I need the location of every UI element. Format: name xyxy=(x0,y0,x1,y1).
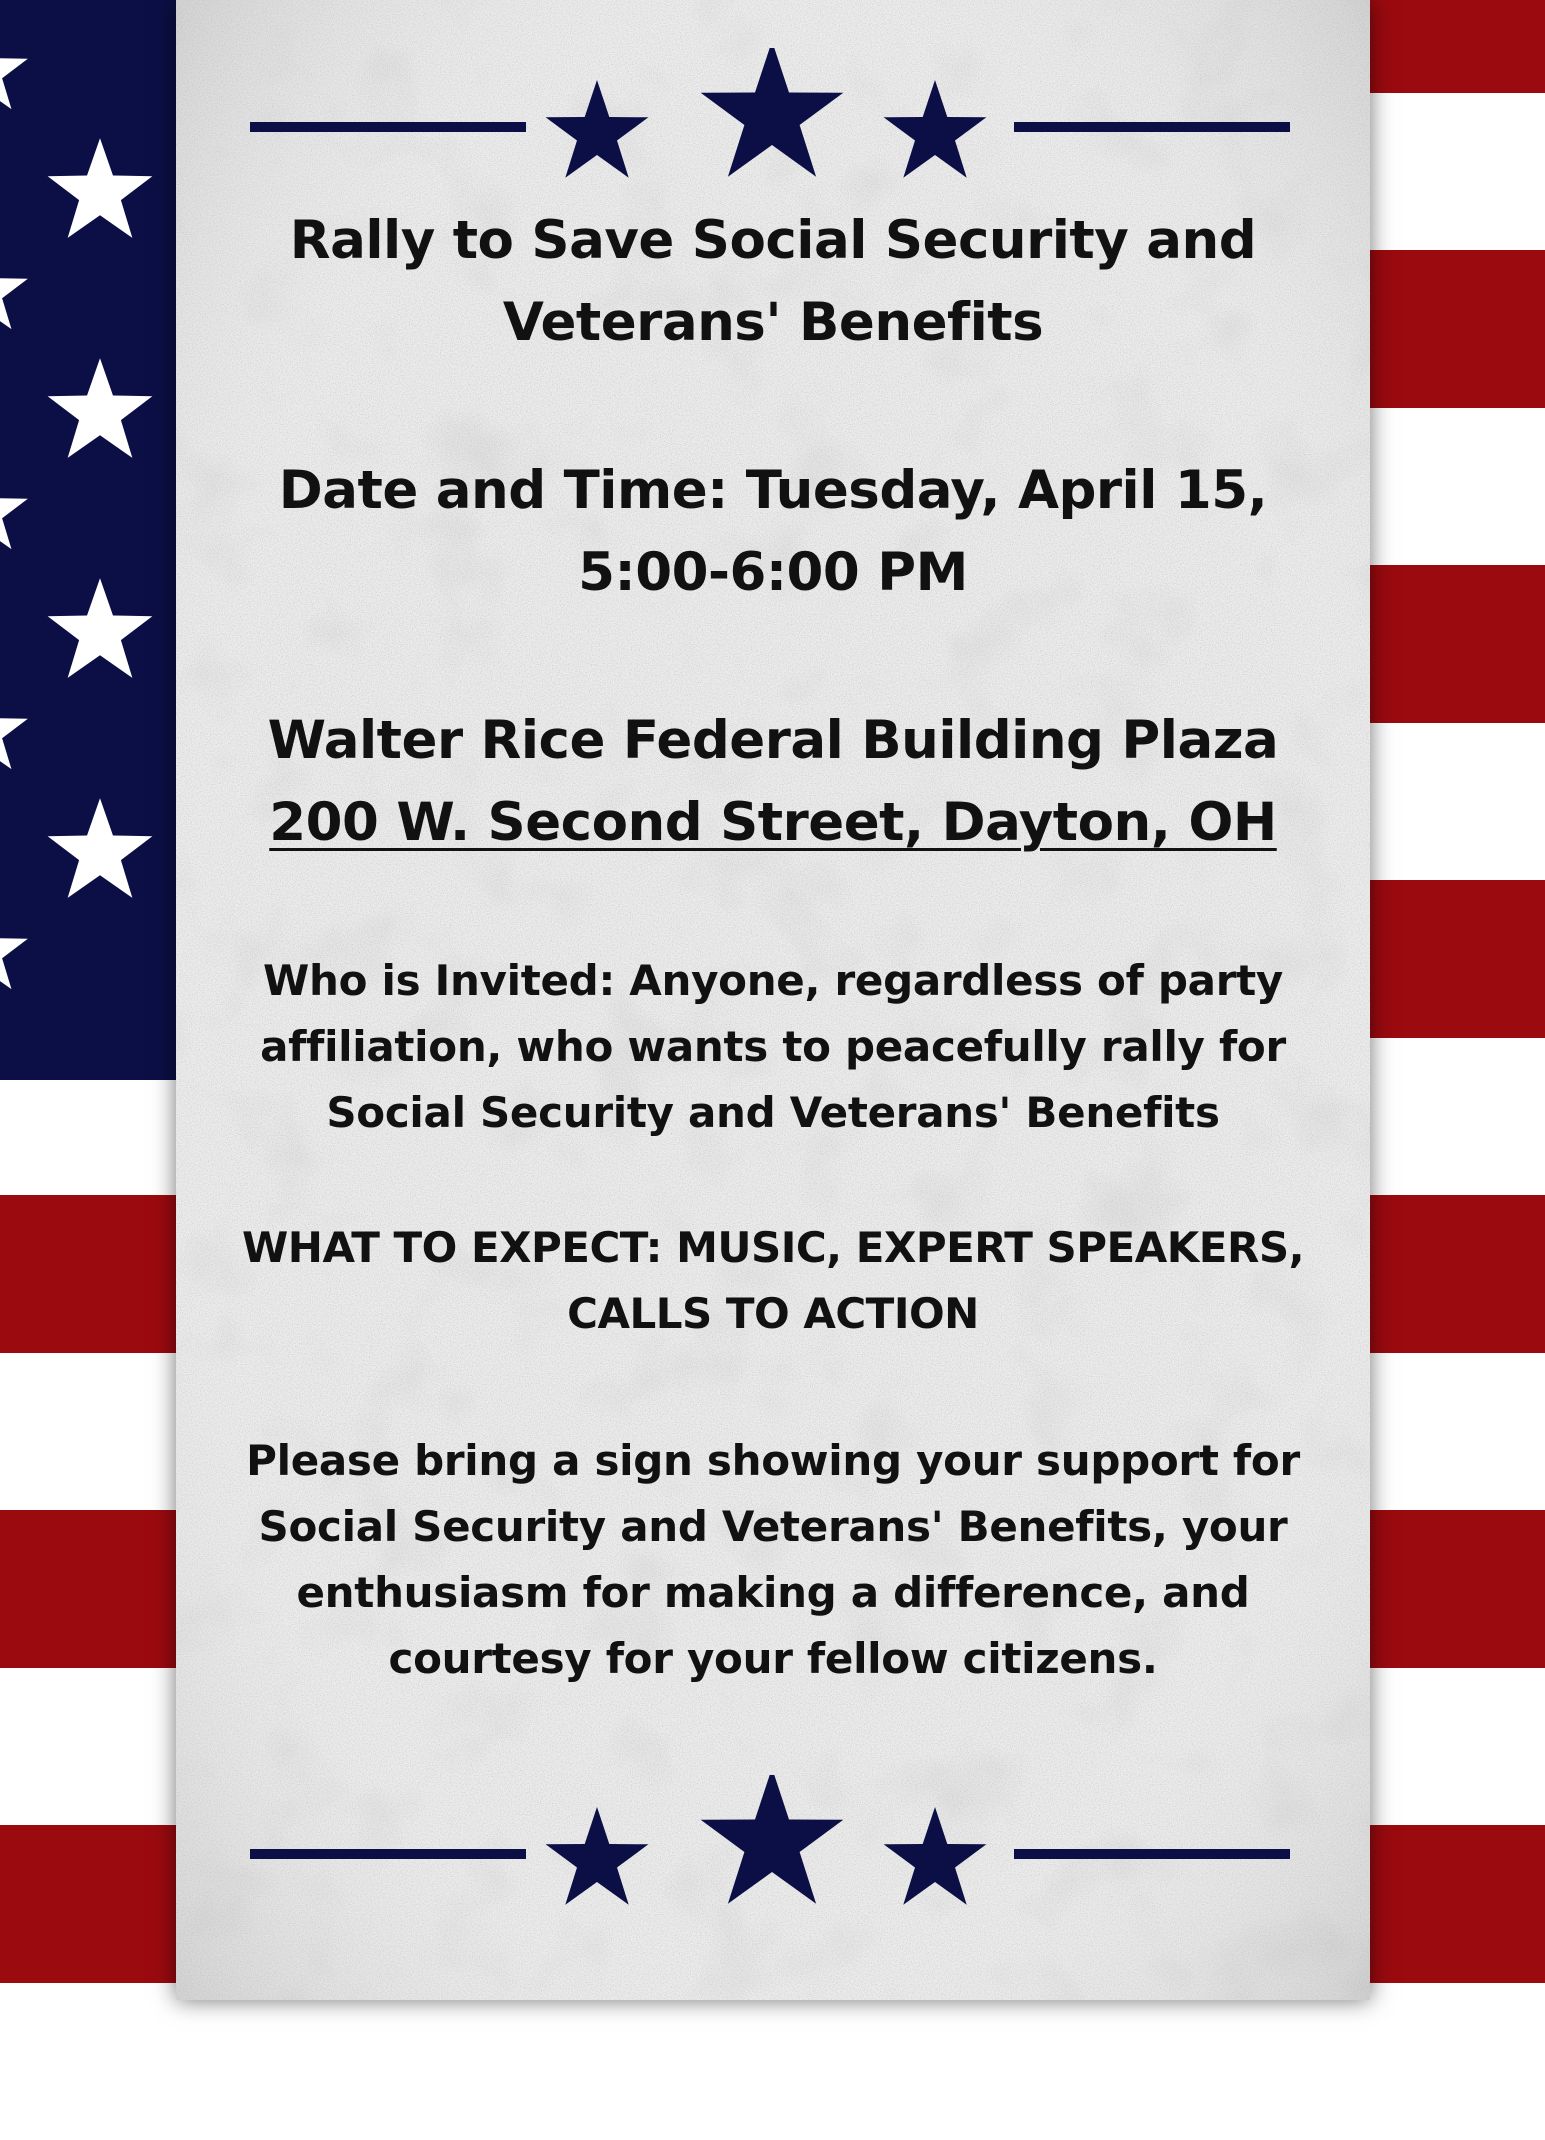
venue-name: Walter Rice Federal Building Plaza xyxy=(176,700,1370,782)
divider-line-left xyxy=(250,1849,526,1859)
star-icon xyxy=(546,80,649,178)
star-icon xyxy=(0,25,30,115)
what-to-bring xyxy=(176,1428,1370,1692)
bring-line: Please bring a sign showing your support for xyxy=(176,1428,1370,1494)
star-icon xyxy=(45,575,155,685)
star-icon xyxy=(884,1807,987,1905)
bottom-star-divider xyxy=(176,1775,1370,1925)
top-star-divider xyxy=(176,48,1370,198)
venue-address: 200 W. Second Street, Dayton, OH xyxy=(176,782,1370,864)
star-icon xyxy=(0,245,30,335)
event-datetime xyxy=(176,450,1370,614)
event-location xyxy=(176,700,1370,864)
divider-line-left xyxy=(250,122,526,132)
title-line: Veterans' Benefits xyxy=(176,282,1370,364)
star-icon xyxy=(0,905,30,995)
divider-line-right xyxy=(1014,122,1290,132)
bring-line: enthusiasm for making a difference, and xyxy=(176,1560,1370,1626)
expect-line: CALLS TO ACTION xyxy=(176,1281,1370,1347)
star-icon xyxy=(701,48,844,177)
title-line: Rally to Save Social Security and xyxy=(176,200,1370,282)
flyer-panel xyxy=(176,0,1370,2000)
star-icon xyxy=(701,1775,844,1904)
event-title xyxy=(176,200,1370,364)
star-icon xyxy=(546,1807,649,1905)
flag-stripe-white xyxy=(0,1983,1545,2140)
invited-line: affiliation, who wants to peacefully rally for xyxy=(176,1014,1370,1080)
divider-line-right xyxy=(1014,1849,1290,1859)
who-is-invited xyxy=(176,948,1370,1146)
invited-line: Social Security and Veterans' Benefits xyxy=(176,1080,1370,1146)
star-icon xyxy=(45,135,155,245)
star-icon xyxy=(45,795,155,905)
star-icon xyxy=(0,465,30,555)
flag-canton xyxy=(0,0,180,1080)
star-icon xyxy=(0,685,30,775)
star-icon xyxy=(45,355,155,465)
bring-line: Social Security and Veterans' Benefits, your xyxy=(176,1494,1370,1560)
bring-line: courtesy for your fellow citizens. xyxy=(176,1626,1370,1692)
what-to-expect xyxy=(176,1215,1370,1347)
star-icon xyxy=(884,80,987,178)
datetime-line: 5:00-6:00 PM xyxy=(176,532,1370,614)
expect-line: WHAT TO EXPECT: MUSIC, EXPERT SPEAKERS, xyxy=(176,1215,1370,1281)
invited-line: Who is Invited: Anyone, regardless of party xyxy=(176,948,1370,1014)
datetime-line: Date and Time: Tuesday, April 15, xyxy=(176,450,1370,532)
